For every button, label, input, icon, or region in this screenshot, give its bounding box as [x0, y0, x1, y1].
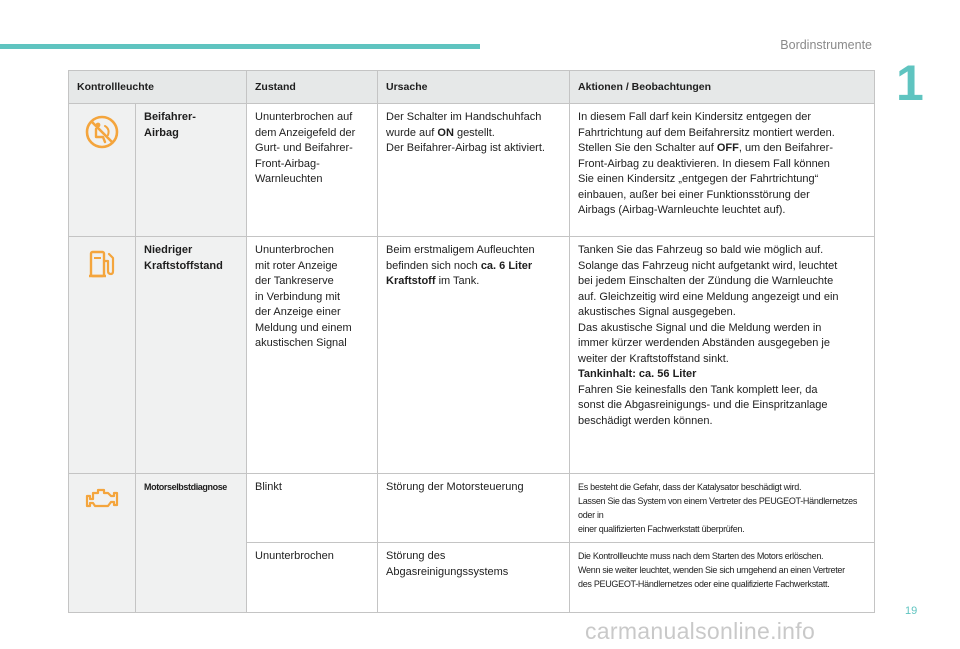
text-line: In diesem Fall darf kein Kindersitz entgegen der: [578, 111, 811, 123]
name-line: Airbag: [144, 126, 179, 139]
text-line: [386, 259, 561, 275]
icon-cell: [69, 104, 136, 237]
airbag-off-icon: [84, 114, 120, 156]
page-number: 19: [905, 605, 918, 617]
bold-text: ON: [437, 126, 454, 139]
text-line: der Tankreserve: [255, 275, 334, 287]
text-span: befinden sich noch: [386, 259, 481, 272]
text-line: auf. Gleichzeitig wird eine Meldung angezeigt und ein: [578, 290, 839, 303]
zustand-cell: Blinkt: [247, 474, 378, 543]
text-line: einer qualifizierten Fachwerkstatt überprüfen.: [578, 524, 745, 534]
text-line: Gurt- und Beifahrer-: [255, 142, 353, 154]
text-span: wurde auf: [386, 126, 438, 139]
text-line: [578, 141, 866, 157]
text-line: Front-Airbag zu deaktivieren. In diesem Fall können: [578, 157, 830, 170]
text-line: Front-Airbag-: [255, 157, 320, 170]
warning-light-name: [136, 237, 247, 474]
name-line: Niedriger: [144, 244, 193, 256]
icon-cell: [69, 237, 136, 474]
table-row: [69, 237, 875, 474]
text-line: Der Schalter im Handschuhfach: [386, 111, 542, 123]
text-line: Sie einen Kindersitz „entgegen der Fahrtrichtung“: [578, 173, 819, 185]
bold-text: Tankinhalt: ca. 56 Liter: [578, 368, 697, 380]
fuel-pump-icon: [85, 247, 119, 287]
table-row: [69, 474, 875, 543]
warning-lights-table: [68, 70, 875, 613]
text-line: Ununterbrochen: [255, 244, 334, 256]
text-span: im Tank.: [435, 275, 480, 287]
text-line: einbauen, außer bei einer Funktionsstörung der: [578, 188, 810, 201]
col-header-kontrollleuchte: Kontrollleuchte: [69, 71, 247, 104]
zustand-cell: [247, 104, 378, 237]
text-span: gestellt.: [453, 126, 495, 139]
chapter-number: 1: [896, 55, 924, 111]
text-line: Fahren Sie keinesfalls den Tank komplett leer, da: [578, 383, 818, 396]
text-line: Beim erstmaligem Aufleuchten: [386, 244, 535, 256]
warning-light-name: [136, 104, 247, 237]
aktion-cell: [570, 104, 875, 237]
text-line: [386, 274, 561, 290]
ursache-cell: [378, 104, 570, 237]
text-line: weiter der Kraftstoffstand sinkt.: [578, 352, 729, 365]
ursache-cell: [378, 543, 570, 613]
ursache-cell: [378, 237, 570, 474]
table-row: [69, 104, 875, 237]
text-line: Wenn sie weiter leuchtet, wenden Sie sich umgehend an einen Vertreter: [578, 565, 845, 575]
text-line: Fahrtrichtung auf dem Beifahrersitz montiert werden.: [578, 126, 835, 139]
col-header-zustand: Zustand: [247, 71, 378, 104]
text-line: beschädigt werden können.: [578, 414, 713, 427]
text-line: Airbags (Airbag-Warnleuchte leuchtet auf).: [578, 204, 786, 216]
text-line: immer kürzer werdenden Abständen ausgegeben je: [578, 337, 830, 349]
text-line: mit roter Anzeige: [255, 259, 338, 272]
zustand-cell: [247, 237, 378, 474]
bold-text: ca. 6 Liter: [480, 259, 533, 272]
bold-text: OFF: [716, 142, 739, 154]
warning-light-name: Motorselbstdiagnose: [136, 474, 247, 613]
text-line: dem Anzeigefeld der: [255, 126, 356, 139]
text-line: Abgasreinigungssystems: [386, 565, 509, 578]
name-line: Beifahrer-: [144, 111, 196, 123]
engine-check-icon: [84, 484, 120, 520]
text-line: Das akustische Signal und die Meldung werden in: [578, 321, 822, 334]
text-line: bei jedem Einschalten der Zündung die Warnleuchte: [578, 275, 834, 287]
text-line: akustischen Signal: [255, 337, 347, 349]
text-line: Ununterbrochen auf: [255, 111, 353, 123]
text-line: Der Beifahrer-Airbag ist aktiviert.: [386, 142, 545, 154]
aktion-cell: [570, 543, 875, 613]
text-line: Störung des: [386, 550, 446, 562]
text-line: Es besteht die Gefahr, dass der Katalysator beschädigt wird.: [578, 482, 802, 492]
aktion-cell: [570, 237, 875, 474]
text-line: Warnleuchten: [255, 173, 323, 185]
text-line: des PEUGEOT-Händlernetzes oder eine qualifizierte Fachwerkstatt.: [578, 579, 830, 589]
text-line: [386, 126, 561, 142]
name-line: Kraftstoffstand: [144, 259, 223, 272]
bold-text: Kraftstoff: [386, 275, 436, 287]
text-line: Solange das Fahrzeug nicht aufgetankt wird, leuchtet: [578, 259, 838, 272]
text-line: der Anzeige einer: [255, 306, 341, 318]
section-title: Bordinstrumente: [780, 38, 872, 52]
text-span: , um den Beifahrer-: [738, 142, 833, 154]
col-header-ursache: Ursache: [378, 71, 570, 104]
zustand-cell: Ununterbrochen: [247, 543, 378, 613]
text-line: sonst die Abgasreinigungs- und die Einspritzanlage: [578, 399, 828, 411]
text-span: Stellen Sie den Schalter auf: [578, 142, 717, 154]
text-line: Meldung und einem: [255, 321, 352, 334]
col-header-aktionen: Aktionen / Beobachtungen: [570, 71, 875, 104]
table-header-row: [69, 71, 875, 104]
text-line: Die Kontrollleuchte muss nach dem Starten des Motors erlöschen.: [578, 551, 824, 561]
text-line: in Verbindung mit: [255, 290, 341, 303]
icon-cell: [69, 474, 136, 613]
header-accent-bar: [0, 44, 480, 49]
watermark: carmanualsonline.info: [585, 618, 816, 644]
text-line: Tanken Sie das Fahrzeug so bald wie möglich auf.: [578, 244, 824, 256]
text-line: akustisches Signal ausgegeben.: [578, 306, 736, 318]
text-line: [578, 367, 866, 383]
text-line: Lassen Sie das System von einem Vertreter des PEUGEOT-Händlernetzes oder in: [578, 496, 858, 520]
aktion-cell: [570, 474, 875, 543]
ursache-cell: Störung der Motorsteuerung: [378, 474, 570, 543]
